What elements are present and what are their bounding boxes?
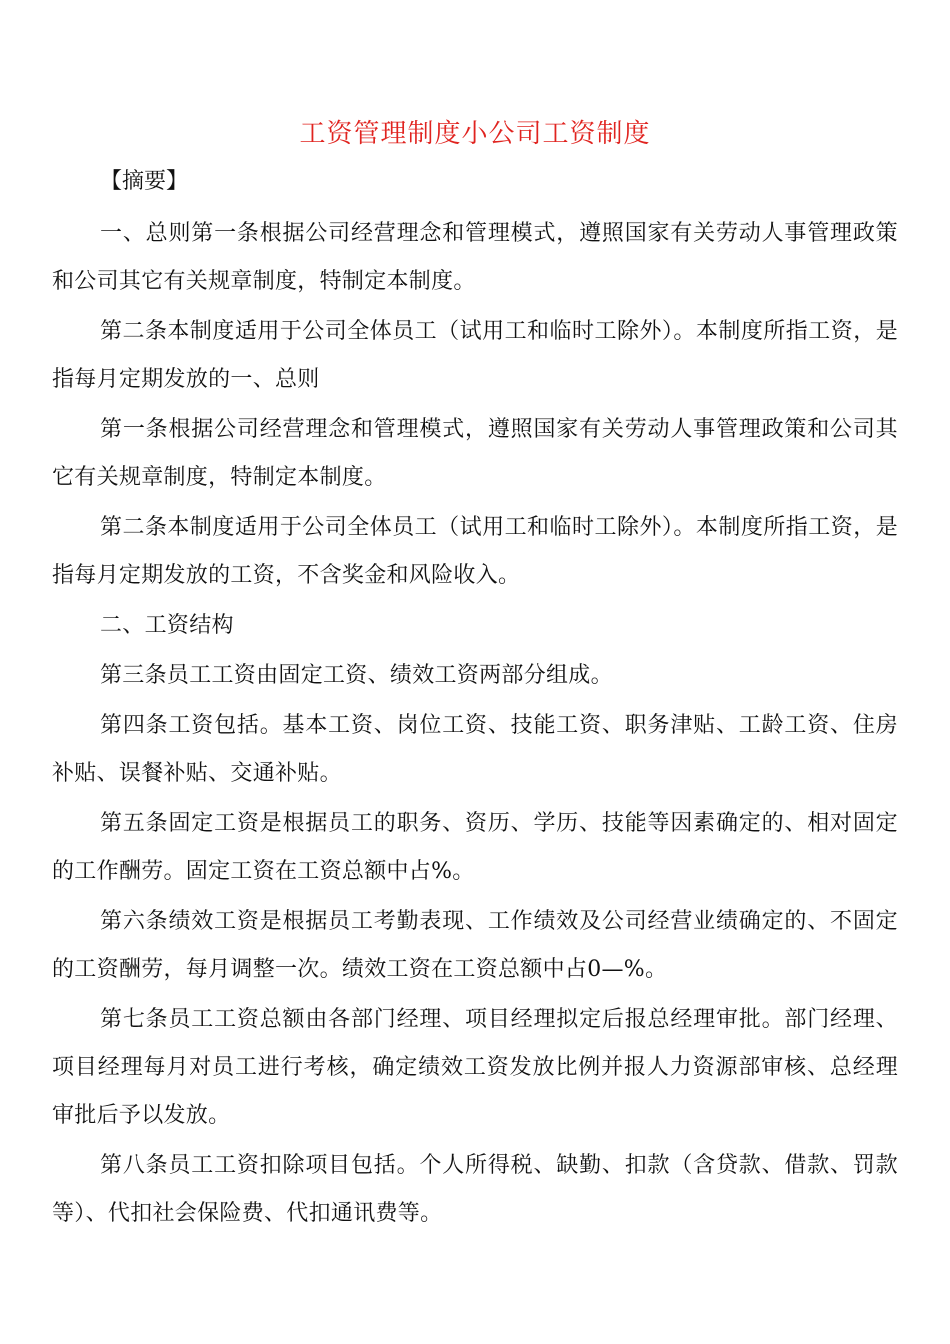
abstract-label: 【摘要】 <box>100 169 189 194</box>
paragraph-article-5: 第五条固定工资是根据员工的职务、资历、学历、技能等因素确定的、相对固定的工作酬劳。固定工资在工资总额中占%。 <box>52 811 898 884</box>
document-title: 工资管理制度小公司工资制度 <box>299 119 651 149</box>
paragraph-article-3: 第三条员工工资由固定工资、绩效工资两部分组成。 <box>100 663 613 688</box>
paragraph-article-4: 第四条工资包括。基本工资、岗位工资、技能工资、职务津贴、工龄工资、住房补贴、误餐补贴、交通补贴。 <box>52 713 898 786</box>
paragraph-article-2: 第二条本制度适用于公司全体员工（试用工和临时工除外）。本制度所指工资，是指每月定期发放的工资，不含奖金和风险收入。 <box>52 515 898 588</box>
paragraph-general-article-1: 一、总则第一条根据公司经营理念和管理模式，遵照国家有关劳动人事管理政策和公司其它有关规章制度，特制定本制度。 <box>52 221 898 294</box>
paragraph-article-8: 第八条员工工资扣除项目包括。个人所得税、缺勤、扣款（含贷款、借款、罚款等）、代扣社会保险费、代扣通讯费等。 <box>52 1153 898 1226</box>
section-heading-salary-structure: 二、工资结构 <box>100 613 234 638</box>
paragraph-article-2-partial: 第二条本制度适用于公司全体员工（试用工和临时工除外）。本制度所指工资，是指每月定期发放的一、总则 <box>52 319 898 392</box>
paragraph-article-6: 第六条绩效工资是根据员工考勤表现、工作绩效及公司经营业绩确定的、不固定的工资酬劳，每月调整一次。绩效工资在工资总额中占0—%。 <box>52 909 898 982</box>
document-body <box>52 210 898 1240</box>
paragraph-article-7: 第七条员工工资总额由各部门经理、项目经理拟定后报总经理审批。部门经理、项目经理每月对员工进行考核，确定绩效工资发放比例并报人力资源部审核、总经理审批后予以发放。 <box>52 1007 898 1128</box>
paragraph-article-1: 第一条根据公司经营理念和管理模式，遵照国家有关劳动人事管理政策和公司其它有关规章制度，特制定本制度。 <box>52 417 898 490</box>
